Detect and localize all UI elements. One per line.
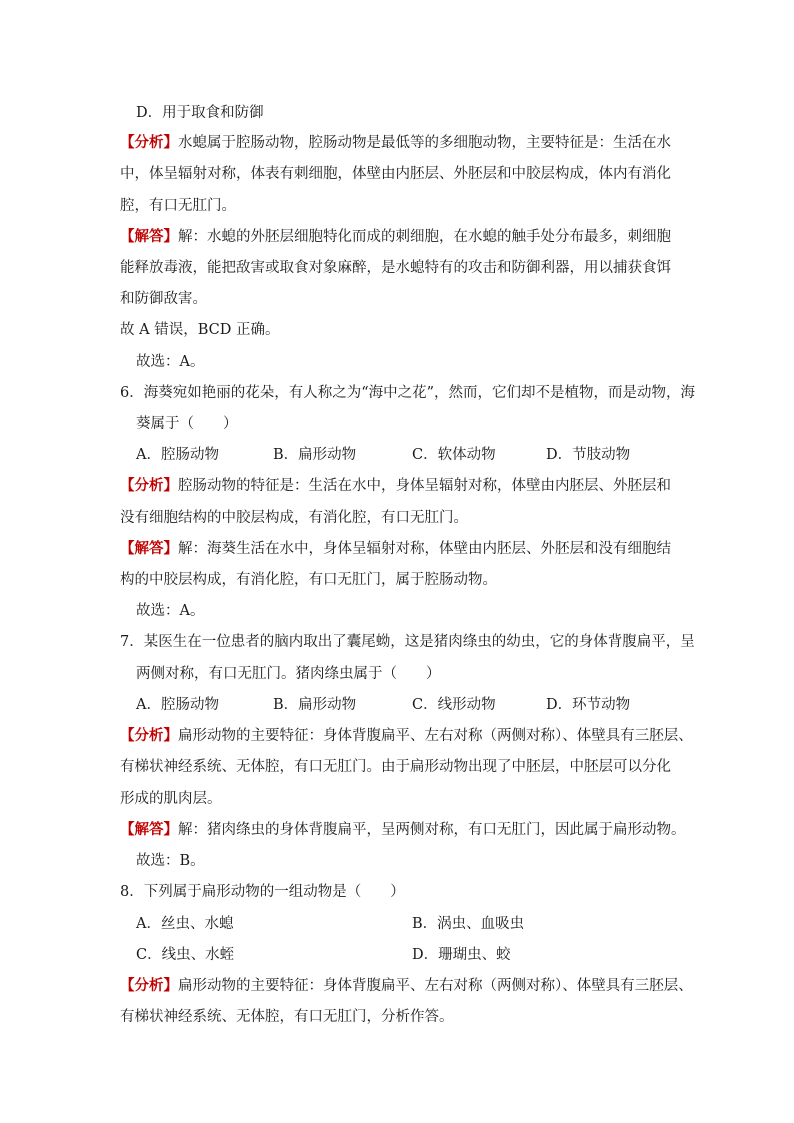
q8-analysis-line: 有梯状神经系统、无体腔，有口无肛门，分析作答。	[120, 1009, 454, 1025]
q7-answer-line: 【解答】解：猪肉绦虫的身体背腹扁平，呈两侧对称，有口无肛门，因此属于扁形动物。	[120, 821, 686, 838]
q6-answer-line: 【解答】解：海葵生活在水中，身体呈辐射对称，体壁由内胚层、外胚层和没有细胞结	[120, 540, 671, 557]
q6-stem-line: 6．海葵宛如艳丽的花朵，有人称之为“海中之花”，然而，它们却不是植物，而是动物，海	[120, 385, 696, 401]
q7-analysis-line: 有梯状神经系统、无体腔，有口无肛门。由于扁形动物出现了中胚层，中胚层可以分化	[120, 759, 671, 775]
answer-tag: 【解答】	[120, 540, 178, 557]
q7-option-d: D．环节动物	[546, 697, 631, 713]
q8-option-b: B．涡虫、血吸虫	[412, 916, 525, 932]
q6-stem-line: 葵属于（ ）	[136, 416, 238, 432]
q7-stem-line: 7．某医生在一位患者的脑内取出了囊尾蚴，这是猪肉绦虫的幼虫，它的身体背腹扁平，呈	[120, 634, 695, 650]
q6-answer-line: 构的中胶层构成，有消化腔，有口无肛门，属于腔肠动物。	[120, 572, 497, 588]
q7-analysis-line: 形成的肌肉层。	[120, 791, 222, 807]
q8-option-a: A．丝虫、水螅	[136, 916, 234, 932]
q5-option-d: D．用于取食和防御	[136, 105, 264, 121]
q5-analysis-line: 腔，有口无肛门。	[120, 198, 236, 214]
analysis-tag: 【分析】	[120, 134, 178, 151]
q5-analysis-line: 中，体呈辐射对称，体表有刺细胞，体壁由内胚层、外胚层和中胶层构成，体内有消化	[120, 166, 671, 182]
q6-analysis-line: 【分析】腔肠动物的特征是：生活在水中，身体呈辐射对称，体壁由内胚层、外胚层和	[120, 477, 671, 494]
q6-option-b: B．扁形动物	[273, 447, 357, 463]
q7-option-a: A．腔肠动物	[136, 697, 219, 713]
q5-conclusion: 故 A 错误，BCD 正确。	[120, 322, 280, 338]
q7-option-b: B．扁形动物	[273, 697, 357, 713]
q7-option-c: C．线形动物	[412, 697, 496, 713]
q7-analysis-line: 【分析】扁形动物的主要特征：身体背腹扁平、左右对称（两侧对称）、体壁具有三胚层、	[120, 727, 693, 744]
q5-answer-line: 能释放毒液，能把敌害或取食对象麻醉，是水螅特有的攻击和防御利器，用以捕获食饵	[120, 260, 671, 276]
q7-stem-line: 两侧对称，有口无肛门。猪肉绦虫属于（ ）	[136, 666, 441, 682]
analysis-tag: 【分析】	[120, 727, 178, 744]
q8-stem: 8．下列属于扁形动物的一组动物是（ ）	[120, 884, 405, 900]
q5-selection: 故选：A。	[136, 354, 205, 370]
q5-answer-line: 【解答】解：水螅的外胚层细胞特化而成的刺细胞，在水螅的触手处分布最多，刺细胞	[120, 228, 671, 245]
q7-selection: 故选：B。	[136, 853, 205, 869]
answer-tag: 【解答】	[120, 228, 178, 245]
q6-option-d: D．节肢动物	[546, 447, 631, 463]
analysis-tag: 【分析】	[120, 477, 178, 494]
q6-option-c: C．软体动物	[412, 447, 496, 463]
q8-option-c: C．线虫、水蛭	[136, 947, 235, 963]
q5-analysis-line: 【分析】水螅属于腔肠动物，腔肠动物是最低等的多细胞动物，主要特征是：生活在水	[120, 134, 671, 151]
answer-tag: 【解答】	[120, 821, 178, 838]
q6-analysis-line: 没有细胞结构的中胶层构成，有消化腔，有口无肛门。	[120, 510, 468, 526]
q5-answer-line: 和防御敌害。	[120, 291, 207, 307]
q6-option-a: A．腔肠动物	[136, 447, 219, 463]
q6-selection: 故选：A。	[136, 603, 205, 619]
q8-analysis-line: 【分析】扁形动物的主要特征：身体背腹扁平、左右对称（两侧对称）、体壁具有三胚层、	[120, 977, 693, 994]
q8-option-d: D．珊瑚虫、蛟	[412, 947, 511, 963]
analysis-tag: 【分析】	[120, 977, 178, 994]
